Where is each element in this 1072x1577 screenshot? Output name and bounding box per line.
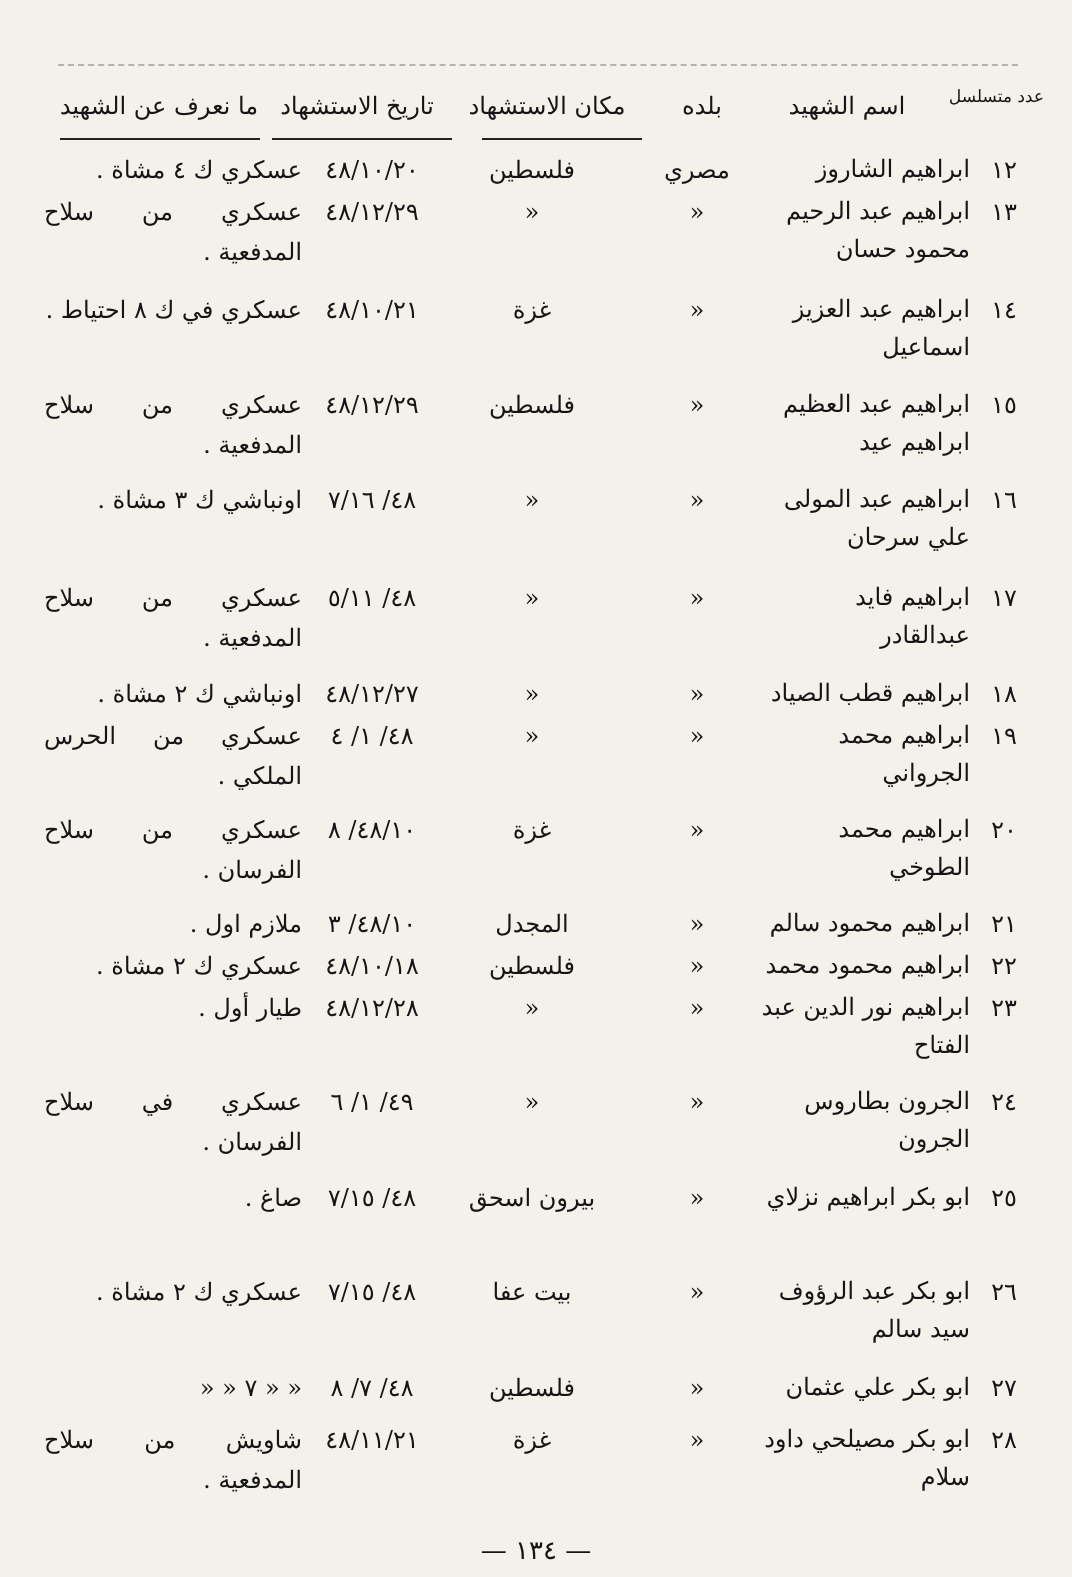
row-date: ٤٨/ ١/ ٤ bbox=[330, 722, 414, 750]
row-notes: شاويش من سلاح المدفعية . bbox=[44, 1426, 302, 1494]
row-notes: صاغ . bbox=[244, 1184, 302, 1212]
table-body bbox=[0, 150, 1072, 1530]
row-serial: ٢٢ bbox=[991, 952, 1017, 980]
row-date: ٤٨/١٠/٢١ bbox=[325, 296, 419, 324]
row-date: ٤٨/١٢/٢٨ bbox=[325, 994, 419, 1022]
row-country: « bbox=[689, 816, 705, 844]
row-name: ابراهيم محمود محمد bbox=[765, 951, 970, 979]
row-name: ابراهيم قطب الصياد bbox=[770, 679, 970, 707]
row-name: ابراهيم عبد العظيم ابراهيم عيد bbox=[782, 390, 970, 456]
row-place: « bbox=[524, 994, 540, 1022]
row-name: ابو بكر عبد الرؤوف سيد سالم bbox=[778, 1277, 970, 1343]
row-notes: عسكري من سلاح المدفعية . bbox=[44, 391, 302, 459]
row-name: ابو بكر ابراهيم نزلاي bbox=[766, 1183, 970, 1211]
row-country: « bbox=[689, 952, 705, 980]
row-serial: ١٥ bbox=[991, 391, 1017, 419]
row-country: « bbox=[689, 198, 705, 226]
header-serial: عدد متسلسل bbox=[948, 87, 1044, 107]
row-serial: ١٦ bbox=[991, 486, 1017, 514]
row-name: ابراهيم عبد العزيز اسماعيل bbox=[792, 295, 970, 361]
row-date: ٤٨/١٠/٢٠ bbox=[325, 156, 419, 184]
header-notes: ما نعرف عن الشهيد bbox=[59, 92, 259, 120]
row-country: « bbox=[689, 584, 705, 612]
row-serial: ١٧ bbox=[991, 584, 1017, 612]
row-place: فلسطين bbox=[488, 156, 576, 184]
row-date: ٤٨/١٢/٢٩ bbox=[325, 198, 419, 226]
row-place: غزة bbox=[512, 816, 552, 844]
row-notes: عسكري ك ٤ مشاة . bbox=[96, 156, 302, 184]
row-country: « bbox=[689, 910, 705, 938]
row-country: « bbox=[689, 1374, 705, 1402]
row-place: « bbox=[524, 584, 540, 612]
row-date: ٤٨/ ٧/١٥ bbox=[327, 1184, 417, 1212]
row-place: فلسطين bbox=[488, 952, 576, 980]
header-place: مكان الاستشهاد bbox=[468, 92, 626, 120]
row-serial: ١٤ bbox=[991, 296, 1017, 324]
row-notes: عسكري في ك ٨ احتياط . bbox=[45, 296, 302, 324]
row-date: ٤٨/ ٧/١٦ bbox=[327, 486, 417, 514]
row-serial: ٢٥ bbox=[991, 1184, 1017, 1212]
header-date: تاريخ الاستشهاد bbox=[280, 92, 434, 120]
row-serial: ٢٦ bbox=[991, 1278, 1017, 1306]
row-place: « bbox=[524, 486, 540, 514]
row-country: « bbox=[689, 1278, 705, 1306]
row-place: « bbox=[524, 722, 540, 750]
row-country: « bbox=[689, 296, 705, 324]
row-notes: عسكري ك ٢ مشاة . bbox=[96, 952, 302, 980]
row-date: ٤٨/١٠/ ٣ bbox=[327, 910, 417, 938]
row-place: المجدل bbox=[495, 910, 569, 938]
row-name: ابراهيم الشاروز bbox=[815, 155, 970, 183]
page-number: — ١٣٤ — bbox=[480, 1536, 592, 1566]
row-name: ابراهيم نور الدين عبد الفتاح bbox=[761, 993, 970, 1059]
row-country: « bbox=[689, 994, 705, 1022]
row-name: ابو بكر مصيلحي داود سلام bbox=[764, 1425, 970, 1491]
row-country: « bbox=[689, 1184, 705, 1212]
header-name: اسم الشهيد bbox=[788, 92, 906, 120]
row-date: ٤٨/١٢/٢٩ bbox=[325, 391, 419, 419]
row-name: ابو بكر علي عثمان bbox=[785, 1373, 970, 1401]
row-notes: طيار أول . bbox=[198, 994, 302, 1022]
row-notes: ملازم اول . bbox=[189, 910, 302, 938]
row-place: بيت عفا bbox=[492, 1278, 572, 1306]
row-serial: ١٨ bbox=[991, 680, 1017, 708]
row-date: ٤٨/١٠/١٨ bbox=[325, 952, 419, 980]
row-date: ٤٨/١١/٢١ bbox=[325, 1426, 419, 1454]
row-country: مصري bbox=[664, 156, 730, 184]
row-name: الجرون بطاروس الجرون bbox=[804, 1087, 970, 1153]
row-serial: ٢١ bbox=[991, 910, 1017, 938]
row-date: ٤٨/ ٧/ ٨ bbox=[330, 1374, 414, 1402]
row-serial: ٢٠ bbox=[991, 816, 1017, 844]
row-serial: ٢٧ bbox=[991, 1374, 1017, 1402]
row-serial: ١٣ bbox=[991, 198, 1017, 226]
row-place: « bbox=[524, 680, 540, 708]
row-notes: عسكري ك ٢ مشاة . bbox=[96, 1278, 302, 1306]
header-underline-place bbox=[482, 138, 642, 140]
row-place: غزة bbox=[512, 296, 552, 324]
row-notes: عسكري في سلاح الفرسان . bbox=[44, 1088, 302, 1156]
row-date: ٤٨/١٠/ ٨ bbox=[327, 816, 417, 844]
row-name: ابراهيم محمود سالم bbox=[769, 909, 970, 937]
row-notes: اونباشي ك ٢ مشاة . bbox=[97, 680, 302, 708]
row-country: « bbox=[689, 722, 705, 750]
row-serial: ٢٣ bbox=[991, 994, 1017, 1022]
header-country: بلده bbox=[682, 92, 722, 120]
row-notes: « « ٧ « « bbox=[199, 1374, 302, 1402]
row-date: ٤٨/ ٧/١٥ bbox=[327, 1278, 417, 1306]
row-notes: عسكري من الحرس الملكي . bbox=[44, 722, 302, 790]
row-date: ٤٨/١٢/٢٧ bbox=[325, 680, 419, 708]
row-date: ٤٩/ ١/ ٦ bbox=[330, 1088, 414, 1116]
row-notes: عسكري من سلاح المدفعية . bbox=[44, 198, 302, 266]
row-place: فلسطين bbox=[488, 1374, 576, 1402]
row-place: بيرون اسحق bbox=[468, 1184, 596, 1212]
row-name: ابراهيم عبد المولى علي سرحان bbox=[783, 485, 970, 551]
row-notes: عسكري من سلاح الفرسان . bbox=[44, 816, 302, 884]
row-serial: ٢٨ bbox=[991, 1426, 1017, 1454]
row-serial: ١٢ bbox=[991, 156, 1017, 184]
row-serial: ٢٤ bbox=[991, 1088, 1017, 1116]
header-underline-date bbox=[272, 138, 452, 140]
row-country: « bbox=[689, 391, 705, 419]
row-country: « bbox=[689, 1088, 705, 1116]
row-notes: عسكري من سلاح المدفعية . bbox=[44, 584, 302, 652]
row-notes: اونباشي ك ٣ مشاة . bbox=[97, 486, 302, 514]
row-place: فلسطين bbox=[488, 391, 576, 419]
row-serial: ١٩ bbox=[991, 722, 1017, 750]
header-underline-notes bbox=[60, 138, 260, 140]
row-place: « bbox=[524, 198, 540, 226]
row-date: ٤٨/ ٥/١١ bbox=[327, 584, 417, 612]
table-header bbox=[0, 84, 1072, 144]
row-country: « bbox=[689, 680, 705, 708]
top-rule bbox=[58, 64, 1018, 66]
row-name: ابراهيم عبد الرحيم محمود حسان bbox=[786, 197, 970, 263]
row-name: ابراهيم محمد الطوخي bbox=[838, 815, 970, 881]
row-name: ابراهيم محمد الجرواني bbox=[838, 721, 970, 787]
row-place: « bbox=[524, 1088, 540, 1116]
row-country: « bbox=[689, 1426, 705, 1454]
row-place: غزة bbox=[512, 1426, 552, 1454]
row-name: ابراهيم فايد عبدالقادر bbox=[855, 583, 970, 649]
row-country: « bbox=[689, 486, 705, 514]
